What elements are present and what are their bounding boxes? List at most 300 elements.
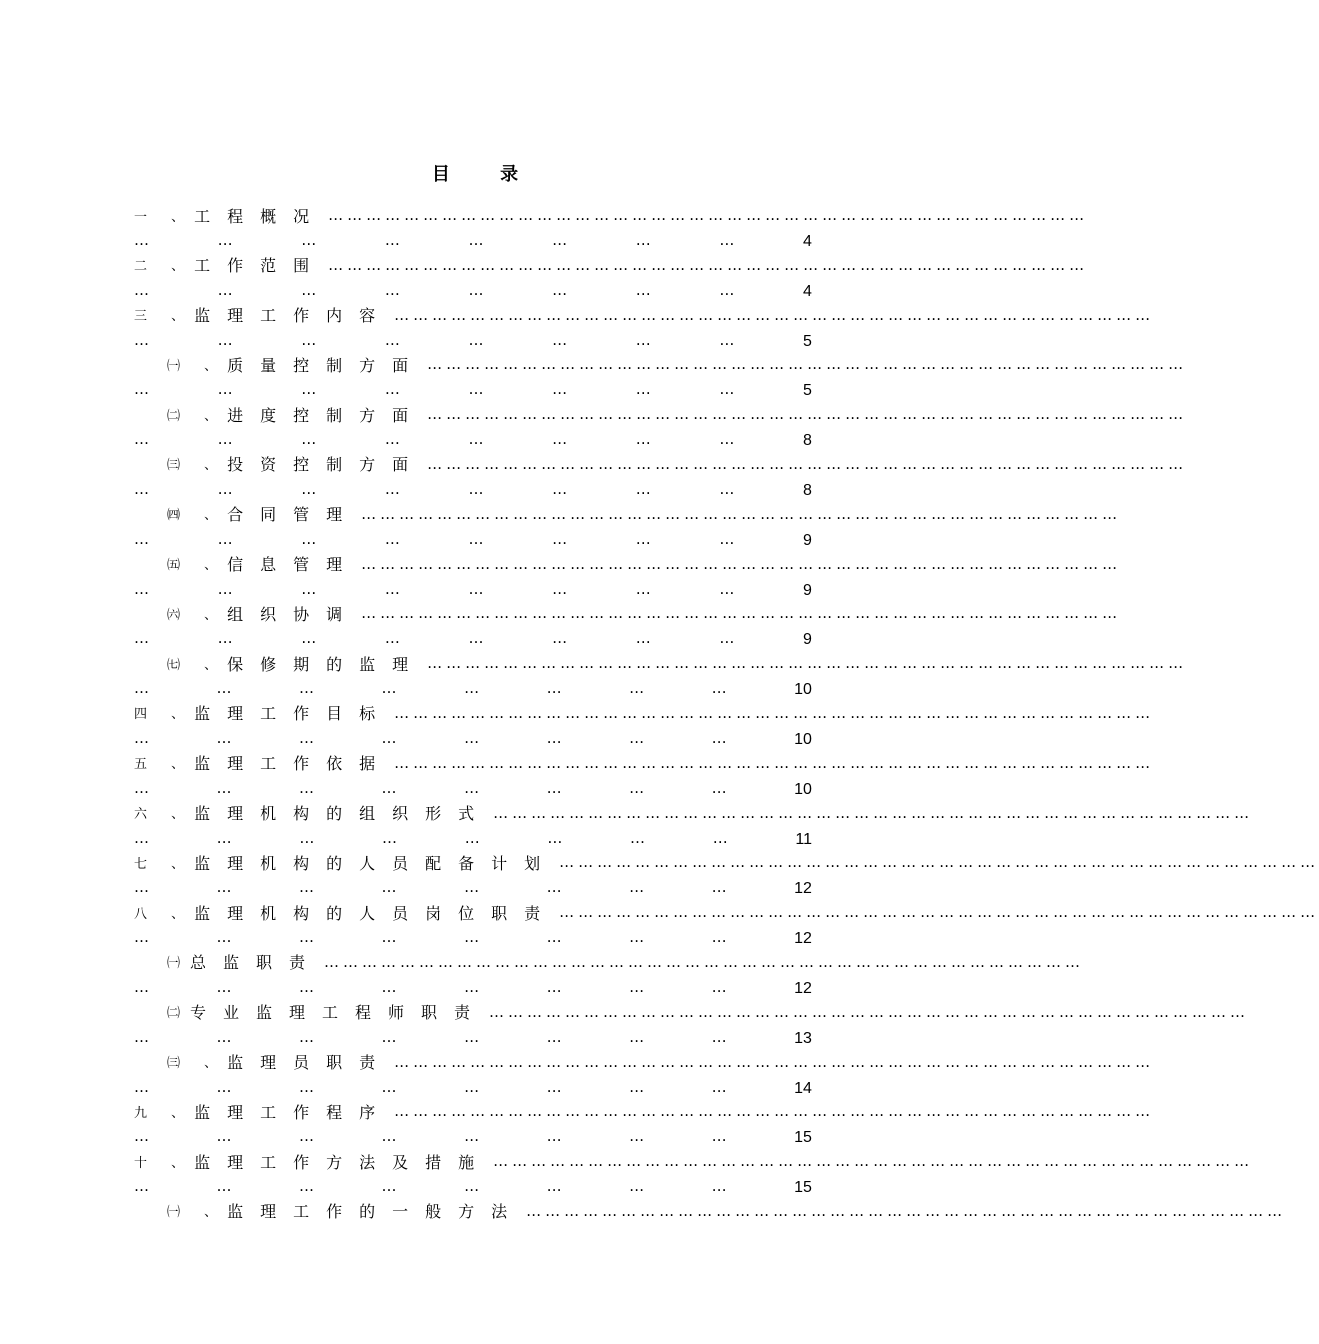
- toc-entry-leader-dot: …: [299, 977, 315, 996]
- toc-entry[interactable]: [134, 950, 1085, 1000]
- toc-entry-page-number: 12: [794, 979, 812, 997]
- toc-entry-leader: …………………………………………………………………………………………………………: [559, 853, 1319, 872]
- toc-entry-leader-dot: …: [552, 430, 568, 449]
- toc-entry-text: 监理工作方法及措施: [194, 1152, 492, 1172]
- toc-entry-leader-dot: …: [134, 231, 149, 249]
- toc-entry-text: 监理工作目标: [194, 704, 393, 724]
- toc-entry-leader-dot: …: [719, 479, 735, 498]
- toc-entry-page-number: 5: [803, 382, 812, 400]
- toc-entry-leader-dot: …: [711, 1027, 727, 1046]
- toc-entry-continuation-line: [134, 1174, 812, 1198]
- toc-entry-leader-dot: …: [384, 330, 400, 349]
- toc-entry-heading-line: [134, 253, 1089, 277]
- toc-entry-leader-dot: …: [552, 280, 568, 299]
- toc-entry-leader-dot: …: [711, 728, 727, 747]
- toc-entry-leader-dot: …: [711, 1127, 727, 1146]
- toc-entry-leader-dot: …: [134, 1077, 149, 1096]
- toc-entry-number: ㈡ 、: [167, 408, 228, 424]
- toc-entry-leader-dot: …: [134, 1177, 149, 1196]
- toc-entry-leader-dot: …: [464, 728, 480, 747]
- toc-entry-leader-dot: …: [381, 1127, 397, 1146]
- toc-entry-heading-line: [167, 352, 1188, 376]
- toc-entry-leader-dot: …: [384, 479, 400, 498]
- toc-entry-leader-dot: …: [719, 380, 735, 399]
- toc-entry-leader-dot: …: [546, 728, 562, 747]
- toc-entry-leader-dot: …: [384, 430, 400, 449]
- toc-entry-leader: …………………………………………………………………………………………………………: [427, 355, 1188, 374]
- toc-entry[interactable]: [134, 751, 1155, 801]
- toc-entry-leader-dot: …: [719, 430, 735, 449]
- toc-entry-page-number: 9: [803, 581, 812, 599]
- toc-entry-leader-dot: …: [299, 828, 315, 847]
- toc-entry-text: 总监职责: [190, 953, 323, 973]
- toc-entry-leader-dot: …: [217, 280, 233, 299]
- toc-entry-leader-dot: …: [546, 928, 562, 947]
- toc-entry[interactable]: [134, 850, 1319, 900]
- toc-entry-leader-dot: …: [299, 778, 315, 797]
- toc-entry-leader-dot: …: [711, 977, 727, 996]
- toc-entry[interactable]: [134, 1050, 1155, 1100]
- toc-entry-page-number: 15: [794, 1129, 812, 1147]
- toc-entry-leader: …………………………………………………………………………………………………………: [328, 206, 1089, 224]
- toc-entry-leader-dot: …: [217, 430, 233, 449]
- toc-entry-leader-dot: …: [719, 330, 735, 349]
- toc-entry-leader-dot: …: [217, 629, 233, 648]
- toc-entry-leader-dot: …: [299, 1027, 315, 1046]
- toc-entry-leader-dot: …: [381, 1027, 397, 1046]
- toc-entry[interactable]: [134, 303, 1155, 353]
- toc-entry-leader-dot: …: [711, 778, 727, 797]
- toc-entry-number: ㈡: [167, 1006, 191, 1022]
- toc-entry-text: 监理机构的人员岗位职责: [194, 903, 558, 923]
- toc-entry-leader-dot: …: [381, 679, 397, 698]
- toc-entry-leader-dot: …: [468, 231, 484, 249]
- toc-entry[interactable]: [134, 552, 1122, 602]
- toc-entry-continuation-line: [134, 726, 812, 750]
- toc-entry-leader: …………………………………………………………………………………………………………: [361, 604, 1122, 623]
- toc-entry-text: 组织协调: [227, 604, 360, 624]
- toc-entry-leader: …………………………………………………………………………………………………………: [361, 504, 1122, 523]
- toc-entry-leader-dot: …: [134, 828, 149, 847]
- toc-entry-number: ㈣ 、: [167, 508, 228, 524]
- toc-entry-heading-line: [134, 850, 1319, 874]
- toc-entry-page-number: 8: [803, 432, 812, 450]
- toc-entry-leader-dot: …: [134, 679, 149, 698]
- toc-entry-page-number: 4: [803, 233, 812, 250]
- toc-entry-leader-dot: …: [552, 529, 568, 548]
- toc-entry-leader-dot: …: [134, 380, 149, 399]
- toc-entry[interactable]: [134, 502, 1122, 552]
- toc-entry-leader-dot: …: [216, 1077, 232, 1096]
- toc-entry-leader-dot: …: [711, 928, 727, 947]
- toc-entry-text: 质量控制方面: [227, 355, 426, 375]
- toc-entry-leader: …………………………………………………………………………………………………………: [427, 654, 1188, 673]
- toc-entry-continuation-line: [134, 1124, 812, 1148]
- toc-entry-leader-dot: …: [464, 928, 480, 947]
- toc-entry-leader-dot: …: [629, 778, 645, 797]
- toc-entry-leader-dot: …: [134, 479, 149, 498]
- toc-entry-leader-dot: …: [464, 977, 480, 996]
- toc-entry-heading-line: [134, 751, 1155, 775]
- toc-entry-leader-dot: …: [630, 828, 646, 847]
- toc-entry-leader-dot: …: [719, 579, 735, 598]
- toc-entry-leader-dot: …: [635, 330, 651, 349]
- toc-entry-continuation-line: [134, 776, 812, 800]
- toc-entry-leader-dot: …: [216, 1177, 232, 1196]
- toc-entry-leader-dot: …: [468, 430, 484, 449]
- toc-entry-leader-dot: …: [468, 380, 484, 399]
- toc-entry-heading-line: [167, 402, 1188, 426]
- toc-entry[interactable]: [134, 801, 1254, 851]
- toc-entry-leader-dot: …: [217, 231, 233, 249]
- toc-entry-leader-dot: …: [464, 1177, 480, 1196]
- toc-entry-leader: …………………………………………………………………………………………………………: [394, 305, 1155, 324]
- toc-entry[interactable]: [134, 352, 1188, 402]
- toc-entry-leader-dot: …: [468, 330, 484, 349]
- toc-entry-leader-dot: …: [719, 231, 735, 249]
- toc-entry[interactable]: [134, 651, 1188, 701]
- toc-entry-number: 七 、: [134, 856, 195, 872]
- toc-entry-leader-dot: …: [216, 728, 232, 747]
- toc-entry-leader-dot: …: [635, 579, 651, 598]
- toc-entry-heading-line: [134, 701, 1155, 725]
- toc-entry-leader-dot: …: [301, 479, 317, 498]
- toc-entry-leader-dot: …: [552, 380, 568, 399]
- toc-entry-heading-line: [167, 651, 1188, 675]
- toc-entry-continuation-line: [134, 626, 812, 650]
- toc-entry-heading-line: [134, 303, 1155, 327]
- toc-entry-leader: …………………………………………………………………………………………………………: [427, 454, 1188, 473]
- toc-entry-continuation-line: [134, 875, 812, 899]
- toc-entry-leader-dot: …: [384, 579, 400, 598]
- toc-entry-leader-dot: …: [629, 928, 645, 947]
- toc-entry-leader-dot: …: [552, 231, 568, 249]
- toc-entry-leader-dot: …: [635, 380, 651, 399]
- toc-entry-leader-dot: …: [629, 878, 645, 897]
- toc-entry-leader: …………………………………………………………………………………………………………: [394, 753, 1155, 772]
- toc-entry-leader-dot: …: [134, 430, 149, 449]
- toc-entry-leader-dot: …: [299, 1077, 315, 1096]
- toc-entry[interactable]: [134, 203, 1089, 253]
- toc-entry-page-number: 9: [803, 531, 812, 549]
- toc-entry-text: 监理机构的组织形式: [194, 804, 492, 824]
- toc-entry-leader-dot: …: [301, 330, 317, 349]
- toc-entry-leader-dot: …: [719, 529, 735, 548]
- toc-entry-text: 监理工作内容: [194, 306, 393, 326]
- toc-entry-text: 合同管理: [227, 505, 360, 525]
- toc-entry-leader-dot: …: [711, 1177, 727, 1196]
- toc-entry-page-number: 8: [803, 481, 812, 499]
- toc-entry-leader-dot: …: [384, 280, 400, 299]
- toc-entry-leader-dot: …: [629, 679, 645, 698]
- toc-entry-leader-dot: …: [552, 479, 568, 498]
- toc-entry-leader-dot: …: [217, 330, 233, 349]
- toc-entry-leader-dot: …: [546, 679, 562, 698]
- toc-entry-leader-dot: …: [299, 878, 315, 897]
- toc-entry-number: 五 、: [134, 757, 195, 773]
- toc-entry-leader-dot: …: [134, 529, 149, 548]
- toc-entry-leader-dot: …: [384, 529, 400, 548]
- toc-entry-heading-line: [167, 552, 1122, 576]
- toc-entry-heading-line: [134, 1099, 1155, 1123]
- toc-entry-leader-dot: …: [134, 977, 149, 996]
- toc-entry-number: 十 、: [134, 1155, 195, 1171]
- toc-entry-leader-dot: …: [464, 1027, 480, 1046]
- toc-entry-leader-dot: …: [301, 529, 317, 548]
- toc-entry-leader-dot: …: [719, 280, 735, 299]
- toc-entry-leader-dot: …: [468, 529, 484, 548]
- toc-entry-continuation-line: [134, 1075, 812, 1099]
- toc-entry-number: 九 、: [134, 1105, 195, 1121]
- toc-entry-leader: …………………………………………………………………………………………………………: [526, 1201, 1287, 1220]
- toc-entry-leader-dot: …: [384, 231, 400, 249]
- toc-entry-text: 信息管理: [227, 555, 360, 575]
- toc-entry-heading-line: [134, 900, 1319, 924]
- toc-entry-leader-dot: …: [629, 1027, 645, 1046]
- toc-entry-text: 监理工作依据: [194, 754, 393, 774]
- toc-entry[interactable]: [134, 1199, 1287, 1249]
- toc-entry-leader-dot: …: [711, 1077, 727, 1096]
- toc-entry-page-number: 9: [803, 631, 812, 649]
- toc-entry-leader-dot: …: [301, 430, 317, 449]
- toc-entry-leader-dot: …: [546, 778, 562, 797]
- toc-entry-page-number: 10: [794, 780, 812, 798]
- toc-entry-leader-dot: …: [299, 1177, 315, 1196]
- toc-entry-continuation-line: [134, 228, 812, 252]
- toc-entry-leader-dot: …: [381, 977, 397, 996]
- toc-entry[interactable]: [134, 402, 1188, 452]
- toc-entry-leader-dot: …: [381, 928, 397, 947]
- toc-entry-heading-line: [167, 1000, 1250, 1024]
- toc-entry-leader: …………………………………………………………………………………………………………: [328, 255, 1089, 274]
- toc-entry-leader-dot: …: [384, 629, 400, 648]
- toc-entry-leader-dot: …: [216, 828, 232, 847]
- toc-entry-number: ㈠ 、: [167, 358, 228, 374]
- toc-entry-leader: …………………………………………………………………………………………………………: [394, 1052, 1155, 1071]
- toc-entry[interactable]: [134, 1000, 1250, 1050]
- toc-entry-leader-dot: …: [464, 878, 480, 897]
- toc-entry-leader-dot: …: [216, 977, 232, 996]
- toc-entry-leader-dot: …: [217, 380, 233, 399]
- toc-entry-text: 进度控制方面: [227, 405, 426, 425]
- toc-entry-leader-dot: …: [546, 1027, 562, 1046]
- toc-entry-continuation-line: [134, 1025, 812, 1049]
- toc-entry-leader-dot: …: [635, 479, 651, 498]
- toc-entry-continuation-line: [134, 925, 812, 949]
- toc-entry-leader-dot: …: [381, 728, 397, 747]
- toc-entry[interactable]: [134, 452, 1188, 502]
- toc-entry-page-number: 13: [794, 1029, 812, 1047]
- toc-entry-text: 保修期的监理: [227, 654, 426, 674]
- toc-entry-text: 监理工作程序: [194, 1102, 393, 1122]
- toc-entry-leader-dot: …: [547, 828, 563, 847]
- toc-entry-leader-dot: …: [382, 828, 398, 847]
- toc-entry-continuation-line: [134, 577, 812, 601]
- toc-entry-continuation-line: [134, 328, 812, 352]
- toc-entry-leader-dot: …: [552, 579, 568, 598]
- toc-entry-leader-dot: …: [134, 878, 149, 897]
- toc-title: 目 录: [431, 164, 541, 185]
- toc-entry-leader-dot: …: [552, 330, 568, 349]
- toc-entry-leader-dot: …: [299, 928, 315, 947]
- toc-entry-leader-dot: …: [134, 728, 149, 747]
- toc-entry-leader: …………………………………………………………………………………………………………: [324, 952, 1085, 971]
- toc-entry-number: ㈦ 、: [167, 657, 228, 673]
- toc-entry-leader-dot: …: [134, 579, 149, 598]
- toc-entry-leader-dot: …: [552, 629, 568, 648]
- toc-entry-number: ㈢ 、: [167, 458, 228, 474]
- toc-entry-leader-dot: …: [301, 231, 317, 249]
- toc-entry-number: 三 、: [134, 309, 195, 325]
- toc-entry-leader-dot: …: [217, 579, 233, 598]
- toc-entry-leader-dot: …: [464, 679, 480, 698]
- toc-entry-heading-line: [167, 1199, 1287, 1223]
- toc-entry-page-number: 10: [794, 730, 812, 748]
- toc-entry-leader-dot: …: [134, 1127, 149, 1146]
- toc-entry-leader-dot: …: [301, 280, 317, 299]
- toc-entry-number: 一 、: [134, 209, 195, 225]
- toc-entry-continuation-line: [134, 676, 812, 700]
- toc-entry-text: 监理机构的人员配备计划: [194, 853, 558, 873]
- toc-entry-leader: …………………………………………………………………………………………………………: [361, 554, 1122, 573]
- toc-entry-leader-dot: …: [719, 629, 735, 648]
- toc-entry-page-number: 11: [795, 830, 812, 848]
- toc-entry-continuation-line: [134, 377, 812, 401]
- toc-entry-leader-dot: …: [629, 1077, 645, 1096]
- toc-entry-text: 工程概况: [194, 206, 327, 226]
- toc-entry-heading-line: [134, 1149, 1254, 1173]
- toc-entry-continuation-line: [134, 427, 812, 451]
- toc-entry-leader-dot: …: [384, 380, 400, 399]
- toc-entry-leader: …………………………………………………………………………………………………………: [489, 1002, 1250, 1021]
- toc-entry-leader-dot: …: [134, 778, 149, 797]
- toc-entry-number: 二 、: [134, 259, 195, 275]
- toc-entry-leader-dot: …: [381, 1077, 397, 1096]
- toc-entry-leader-dot: …: [134, 1027, 149, 1046]
- toc-entry-leader: …………………………………………………………………………………………………………: [394, 703, 1155, 722]
- toc-entry[interactable]: [134, 900, 1319, 950]
- toc-entry-page-number: 10: [794, 681, 812, 699]
- toc-entry-page-number: 14: [794, 1079, 812, 1097]
- toc-entry-page-number: 12: [794, 880, 812, 898]
- toc-entry-heading-line: [167, 601, 1122, 625]
- toc-entry-continuation-line: [134, 527, 812, 551]
- toc-entry-heading-line: [167, 1050, 1155, 1074]
- toc-entry-leader-dot: …: [299, 728, 315, 747]
- toc-entry-heading-line: [134, 801, 1254, 825]
- toc-entry-leader-dot: …: [216, 1027, 232, 1046]
- toc-entry-leader-dot: …: [546, 1177, 562, 1196]
- toc-entry-number: ㈠ 、: [167, 1205, 228, 1221]
- toc-entry-leader-dot: …: [468, 629, 484, 648]
- toc-entry-leader-dot: …: [468, 280, 484, 299]
- toc-entry-leader-dot: …: [546, 1127, 562, 1146]
- toc-entry-number: ㈤ 、: [167, 558, 228, 574]
- toc-entry-leader-dot: …: [711, 679, 727, 698]
- toc-entry-leader: …………………………………………………………………………………………………………: [427, 405, 1188, 424]
- toc-entry-leader-dot: …: [134, 928, 149, 947]
- toc-entry[interactable]: [134, 253, 1089, 303]
- toc-entry-text: 监理员职责: [227, 1053, 393, 1073]
- toc-entry-leader-dot: …: [464, 778, 480, 797]
- toc-entry-number: 六 、: [134, 807, 195, 823]
- toc-entry-leader-dot: …: [468, 579, 484, 598]
- toc-entry-leader-dot: …: [635, 529, 651, 548]
- toc-entry-leader-dot: …: [629, 1127, 645, 1146]
- toc-entry-leader-dot: …: [712, 828, 728, 847]
- toc-entry-number: 八 、: [134, 906, 195, 922]
- toc-entry-leader-dot: …: [299, 1127, 315, 1146]
- toc-entry-leader-dot: …: [301, 579, 317, 598]
- toc-entry[interactable]: [134, 1149, 1254, 1199]
- toc-entry-leader-dot: …: [546, 977, 562, 996]
- toc-entry-page-number: 5: [803, 332, 812, 350]
- toc-entry-leader-dot: …: [711, 878, 727, 897]
- toc-entry-leader-dot: …: [299, 679, 315, 698]
- toc-entry-heading-line: [167, 452, 1188, 476]
- toc-entry-leader-dot: …: [381, 1177, 397, 1196]
- toc-entry-leader: …………………………………………………………………………………………………………: [493, 1152, 1254, 1171]
- toc-entry-leader: …………………………………………………………………………………………………………: [394, 1102, 1155, 1121]
- toc-entry[interactable]: [134, 701, 1155, 751]
- toc-entry-number: ㈠: [167, 956, 191, 972]
- toc-entry-leader-dot: …: [546, 878, 562, 897]
- toc-entry-continuation-line: [134, 826, 812, 850]
- toc-entry-leader-dot: …: [635, 231, 651, 249]
- toc-entry-leader-dot: …: [546, 1077, 562, 1096]
- toc-entry-leader-dot: …: [134, 629, 149, 648]
- toc-entry-leader-dot: …: [635, 629, 651, 648]
- toc-entry-number: 四 、: [134, 707, 195, 723]
- toc-entry-leader-dot: …: [468, 479, 484, 498]
- toc-entry-page-number: 4: [803, 282, 812, 300]
- toc-entry-leader-dot: …: [635, 280, 651, 299]
- toc-entry-page-number: 15: [794, 1179, 812, 1197]
- toc-entry[interactable]: [134, 601, 1122, 651]
- toc-entry-leader-dot: …: [301, 380, 317, 399]
- toc-entry-leader-dot: …: [134, 330, 149, 349]
- toc-entry-continuation-line: [134, 278, 812, 302]
- toc-entry-leader-dot: …: [216, 928, 232, 947]
- table-of-contents: [134, 203, 1319, 1249]
- toc-entry-heading-line: [167, 950, 1085, 974]
- toc-entry-leader-dot: …: [217, 479, 233, 498]
- toc-entry[interactable]: [134, 1099, 1155, 1149]
- toc-entry-leader-dot: …: [217, 529, 233, 548]
- toc-entry-leader-dot: …: [381, 778, 397, 797]
- toc-entry-text: 监理工作的一般方法: [227, 1202, 525, 1222]
- toc-entry-leader-dot: …: [301, 629, 317, 648]
- toc-entry-leader-dot: …: [464, 1077, 480, 1096]
- toc-entry-leader-dot: …: [381, 878, 397, 897]
- toc-entry-leader-dot: …: [464, 1127, 480, 1146]
- toc-entry-number: ㈥ 、: [167, 607, 228, 623]
- toc-entry-number: ㈢ 、: [167, 1056, 228, 1072]
- toc-entry-leader-dot: …: [629, 977, 645, 996]
- toc-entry-leader-dot: …: [464, 828, 480, 847]
- toc-entry-leader-dot: …: [635, 430, 651, 449]
- toc-entry-leader-dot: …: [629, 1177, 645, 1196]
- toc-entry-heading-line: [167, 502, 1122, 526]
- toc-entry-leader: …………………………………………………………………………………………………………: [559, 903, 1319, 922]
- toc-entry-leader-dot: …: [216, 679, 232, 698]
- toc-entry-leader: …………………………………………………………………………………………………………: [493, 803, 1254, 822]
- toc-entry-text: 工作范围: [194, 256, 327, 276]
- toc-entry-leader-dot: …: [134, 280, 149, 299]
- toc-entry-heading-line: [134, 203, 1089, 227]
- toc-entry-text: 投资控制方面: [227, 455, 426, 475]
- toc-entry-page-number: 12: [794, 930, 812, 948]
